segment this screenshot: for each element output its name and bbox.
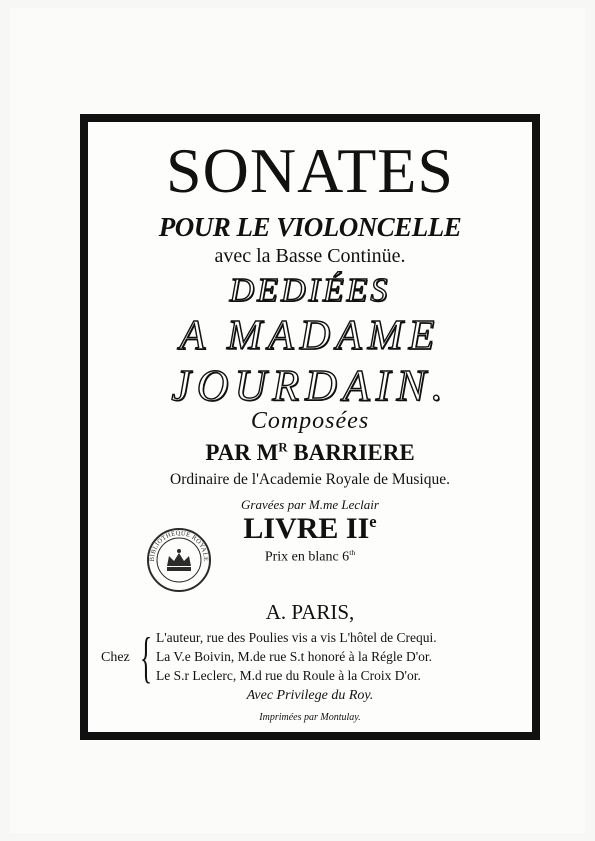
composer-sup: R <box>278 440 288 455</box>
dedicatee-line-1: A MADAME <box>179 313 441 359</box>
brace-icon: { <box>140 627 153 689</box>
composer-line <box>88 440 532 466</box>
paper-sheet <box>10 8 585 833</box>
dedicatee-line-2: JOURDAIN. <box>171 361 449 410</box>
stamp-text: BIBLIOTHEQUE ROYALE <box>148 529 210 562</box>
city-line: A. PARIS, <box>265 600 355 624</box>
book-text: LIVRE II <box>243 512 370 545</box>
price-text: Prix en blanc 6 <box>264 549 350 565</box>
composed-line: Composées <box>250 408 370 434</box>
engraver-line: Gravées par M.me Leclair <box>241 497 379 512</box>
privilege-line: Avec Privilege du Roy. <box>246 688 374 703</box>
sellers-label: Chez <box>101 650 130 665</box>
printer-line: Imprimées par Montulay. <box>259 712 361 723</box>
seller-2: La V.e Boivin, M.de rue S.t honoré à la Régle D'or. <box>156 649 433 664</box>
dedication-word: DEDIÉES <box>229 272 391 309</box>
seller-3: Le S.r Leclerc, M.d rue du Roule à la Croix D'or. <box>156 668 421 683</box>
price-sup: th <box>349 548 356 557</box>
crown-icon <box>167 549 191 571</box>
title: SONATES <box>166 135 454 206</box>
composer-name: BARRIERE <box>287 440 415 465</box>
seller-1: L'auteur, rue des Poulies vis a vis L'hôtel de Crequi. <box>156 630 437 645</box>
title-frame <box>80 114 540 740</box>
library-stamp <box>145 526 213 594</box>
continuo-line: avec la Basse Continüe. <box>214 245 406 267</box>
affiliation-line: Ordinaire de l'Academie Royale de Musique. <box>170 471 450 488</box>
instrument-line: POUR LE VIOLONCELLE <box>158 212 462 242</box>
composer-prefix: PAR M <box>205 440 279 465</box>
book-sup: e <box>369 512 377 531</box>
